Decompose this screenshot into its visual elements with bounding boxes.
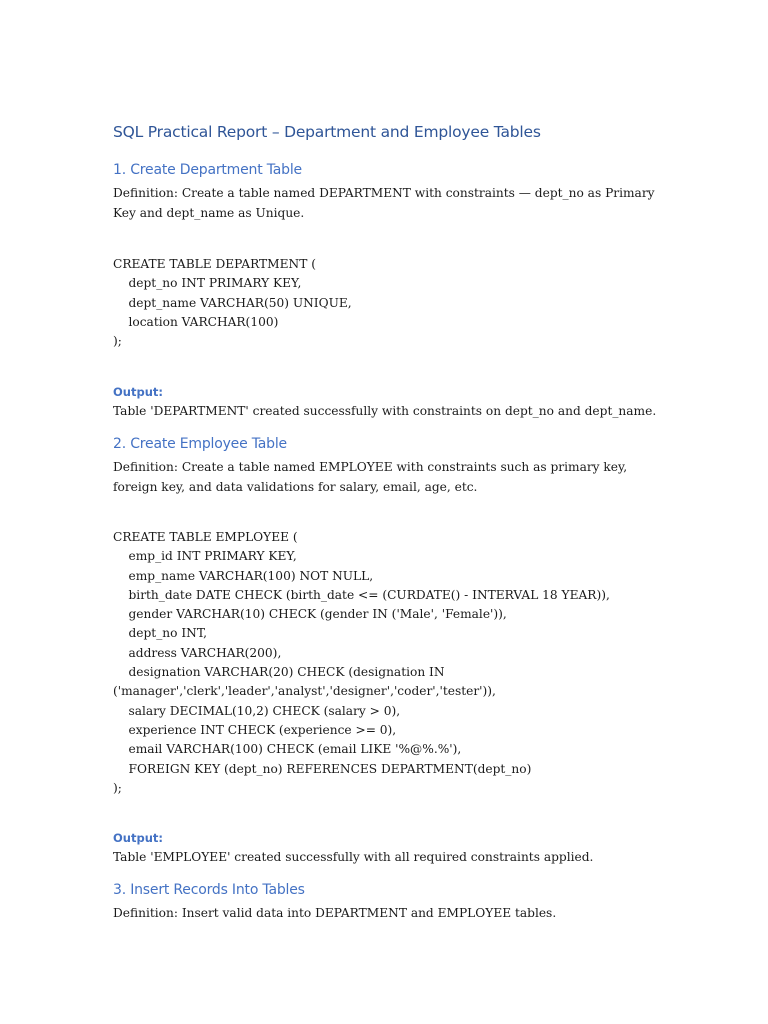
section-3-definition: Definition: Insert valid data into DEPARTMENT and EMPLOYEE tables.: [113, 906, 557, 920]
code-line: ('manager','clerk','leader','analyst','designer','coder','tester')),: [113, 684, 496, 699]
code-line: dept_no INT,: [113, 626, 208, 641]
code-line: FOREIGN KEY (dept_no) REFERENCES DEPARTMENT(dept_no): [113, 761, 532, 776]
document-title: SQL Practical Report – Department and Employee Tables: [113, 123, 541, 141]
code-line: email VARCHAR(100) CHECK (email LIKE '%@%.%'),: [113, 742, 462, 757]
section-1-definition: Definition: Create a table named DEPARTMENT with constraints — dept_no as Primary Key and dept_name as Unique.: [113, 186, 655, 220]
code-line: gender VARCHAR(10) CHECK (gender IN ('Male', 'Female')),: [113, 607, 507, 622]
code-line: birth_date DATE CHECK (birth_date <= (CURDATE() - INTERVAL 18 YEAR)),: [113, 587, 610, 602]
code-line: CREATE TABLE DEPARTMENT (: [113, 257, 316, 271]
code-line: emp_id INT PRIMARY KEY,: [113, 549, 297, 564]
code-line: CREATE TABLE EMPLOYEE (: [113, 530, 298, 544]
code-line: experience INT CHECK (experience >= 0),: [113, 722, 397, 737]
section-1-output-text: Table 'DEPARTMENT' created successfully with constraints on dept_no and dept_name.: [113, 404, 657, 418]
code-line: emp_name VARCHAR(100) NOT NULL,: [113, 568, 374, 583]
code-line: );: [113, 334, 122, 349]
code-line: dept_name VARCHAR(50) UNIQUE,: [113, 295, 352, 310]
code-line: designation VARCHAR(20) CHECK (designation IN: [113, 665, 445, 680]
section-2-definition: Definition: Create a table named EMPLOYEE with constraints such as primary key, foreign key, and data validations for salary, email, age, etc.: [113, 460, 628, 494]
code-line: location VARCHAR(100): [113, 314, 279, 329]
code-line: );: [113, 780, 122, 795]
section-2-output-label: Output:: [113, 831, 163, 845]
section-1-output-label: Output:: [113, 385, 163, 399]
code-line: salary DECIMAL(10,2) CHECK (salary > 0),: [113, 703, 401, 718]
section-1-heading: 1. Create Department Table: [113, 162, 302, 178]
section-2-heading: 2. Create Employee Table: [113, 436, 287, 452]
section-2-output-text: Table 'EMPLOYEE' created successfully with all required constraints applied.: [113, 850, 594, 864]
code-line: address VARCHAR(200),: [113, 645, 282, 660]
section-1-code-block: [113, 255, 658, 351]
section-3-heading: 3. Insert Records Into Tables: [113, 882, 305, 898]
section-2-code-block: [113, 528, 658, 798]
code-line: dept_no INT PRIMARY KEY,: [113, 276, 302, 291]
